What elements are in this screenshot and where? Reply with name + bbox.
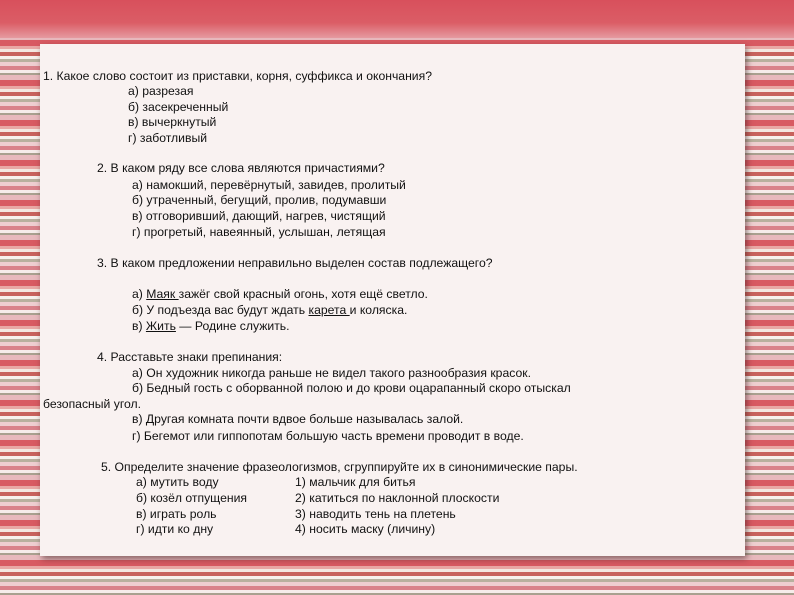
q2-question: 2. В каком ряду все слова являются причастиями? [97, 161, 385, 175]
q2-option-a: а) намокший, перевёрнутый, завидев, пролитый [132, 178, 406, 192]
q1-question: 1. Какое слово состоит из приставки, корня, суффикса и окончания? [43, 69, 432, 83]
q5-phrase-c: в) играть роль [136, 507, 217, 521]
q3-a-underlined-subject: Маяк [146, 287, 179, 301]
content-panel [40, 44, 745, 556]
q2-option-c: в) отговоривший, дающий, нагрев, чистящий [132, 209, 386, 223]
q5-phrase-a: а) мутить воду [136, 475, 219, 489]
q3-option-a: а) Маяк зажёг свой красный огонь, хотя ещё светло. [132, 287, 428, 301]
q1-option-d: г) заботливый [128, 131, 208, 145]
q1-option-b: б) засекреченный [128, 100, 229, 114]
q4-question: 4. Расставьте знаки препинания: [97, 350, 283, 364]
q2-option-b: б) утраченный, бегущий, пролив, подумавши [132, 193, 387, 207]
q4-sentence-c: в) Другая комната почти вдвое больше называлась залой. [132, 412, 464, 426]
q3-question: 3. В каком предложении неправильно выделен состав подлежащего? [97, 256, 493, 270]
q5-phrase-b: б) козёл отпущения [136, 491, 247, 505]
q2-option-d: г) прогретый, навеянный, услышан, летящая [132, 225, 386, 239]
q1-option-c: в) вычеркнутый [128, 115, 217, 129]
q3-c-underlined-subject: Жить [145, 319, 176, 333]
q4-sentence-b-line1: б) Бедный гость с оборванной полою и до крови оцарапанный скоро отыскал [132, 381, 571, 395]
top-decorative-band [0, 0, 794, 38]
q3-b-underlined-subject: карета [308, 303, 350, 317]
q5-meaning-2: 2) катиться по наклонной плоскости [295, 491, 500, 505]
q5-meaning-3: 3) наводить тень на плетень [295, 507, 456, 521]
q4-sentence-d: г) Бегемот или гиппопотам большую часть времени проводит в воде. [132, 429, 524, 443]
q5-meaning-4: 4) носить маску (личину) [295, 522, 436, 536]
q5-phrase-d: г) идти ко дну [136, 522, 214, 536]
q3-option-b: б) У подъезда вас будут ждать карета и коляска. [132, 303, 408, 317]
q5-question: 5. Определите значение фразеологизмов, сгруппируйте их в синонимические пары. [101, 460, 578, 474]
q3-option-c: в) Жить — Родине служить. [132, 319, 290, 333]
q5-meaning-1: 1) мальчик для битья [295, 475, 416, 489]
q1-option-a: а) разрезая [128, 84, 194, 98]
q4-sentence-a: а) Он художник никогда раньше не видел такого разнообразия красок. [132, 366, 531, 380]
q4-sentence-b-line2: безопасный угол. [43, 397, 142, 411]
